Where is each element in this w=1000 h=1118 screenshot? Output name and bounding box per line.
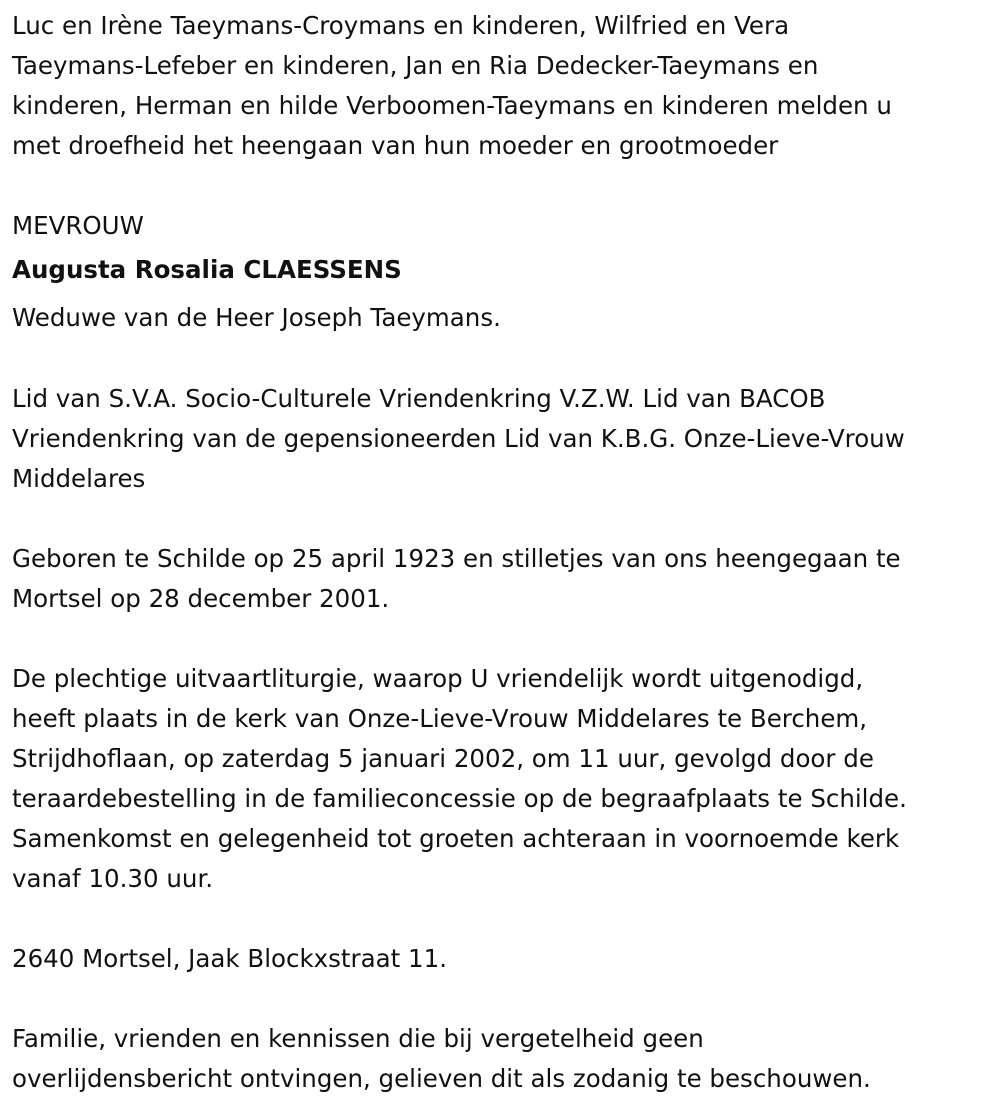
closing-paragraph xyxy=(12,1019,907,1099)
text-line: vanaf 10.30 uur. xyxy=(12,864,214,893)
text-line: Strijdhoflaan, op zaterdag 5 januari 2002, om 11 uur, gevolgd door de xyxy=(12,744,874,773)
text-line: Mortsel op 28 december 2001. xyxy=(12,584,390,613)
text-line: Samenkomst en gelegenheid tot groeten achteraan in voornoemde kerk xyxy=(12,824,900,853)
text-line: De plechtige uitvaartliturgie, waarop U vriendelijk wordt uitgenodigd, xyxy=(12,664,864,693)
memberships-paragraph xyxy=(12,379,907,499)
obituary-notice xyxy=(12,6,907,1099)
text-line: Lid van S.V.A. Socio-Culturele Vriendenkring V.Z.W. Lid van BACOB xyxy=(12,384,826,413)
text-line: overlijdensbericht ontvingen, gelieven dit als zodanig te beschouwen. xyxy=(12,1064,871,1093)
salutation: MEVROUW xyxy=(12,211,144,240)
text-line: Luc en Irène Taeymans-Croymans en kinderen, Wilfried en Vera xyxy=(12,11,790,40)
text-line: Vriendenkring van de gepensioneerden Lid van K.B.G. Onze-Lieve-Vrouw xyxy=(12,424,905,453)
text-line: met droefheid het heengaan van hun moeder en grootmoeder xyxy=(12,131,779,160)
text-line: kinderen, Herman en hilde Verboomen-Taeymans en kinderen melden u xyxy=(12,91,892,120)
text-line: Geboren te Schilde op 25 april 1923 en stilletjes van ons heengegaan te xyxy=(12,544,901,573)
text-line: Middelares xyxy=(12,464,146,493)
text-line: teraardebestelling in de familieconcessie op de begraafplaats te Schilde. xyxy=(12,784,907,813)
intro-paragraph xyxy=(12,6,907,166)
birth-death-paragraph xyxy=(12,539,907,619)
text-line: Taeymans-Lefeber en kinderen, Jan en Ria Dedecker-Taeymans en xyxy=(12,51,819,80)
text-line: Familie, vrienden en kennissen die bij vergetelheid geen xyxy=(12,1024,704,1053)
deceased-name: Augusta Rosalia CLAESSENS xyxy=(12,255,402,284)
address: 2640 Mortsel, Jaak Blockxstraat 11. xyxy=(12,944,447,973)
text-line: heeft plaats in de kerk van Onze-Lieve-Vrouw Middelares te Berchem, xyxy=(12,704,868,733)
ceremony-paragraph xyxy=(12,659,907,899)
widow-line: Weduwe van de Heer Joseph Taeymans. xyxy=(12,303,501,332)
